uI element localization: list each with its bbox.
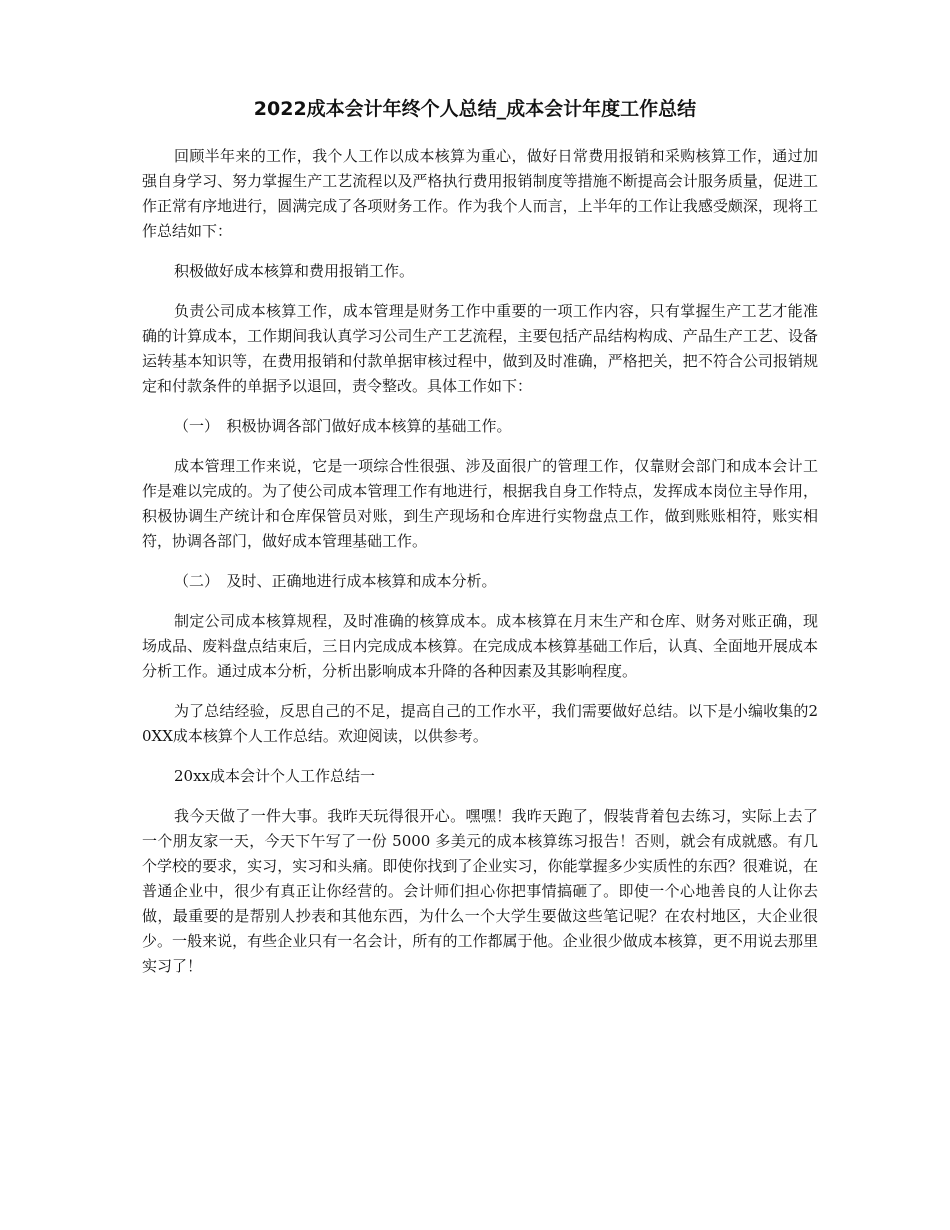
paragraph-intro: 回顾半年来的工作，我个人工作以成本核算为重心，做好日常费用报销和采购核算工作，通过加强自身学习、努力掌握生产工艺流程以及严格执行费用报销制度等措施不断提高会计服务质量，促进工作正常有序地进行，圆满完成了各项财务工作。作为我个人而言，上半年的工作让我感受颇深，现将工作总结如下： — [142, 147, 818, 240]
paragraph-responsibilities: 负责公司成本核算工作，成本管理是财务工作中重要的一项工作内容，只有掌握生产工艺才能准确的计算成本，工作期间我认真学习公司生产工艺流程，主要包括产品结构构成、产品生产工艺、设备运转基本知识等，在费用报销和付款单据审核过程中，做到及时准确，严格把关，把不符合公司报销规定和付款条件的单据予以退回，责令整改。具体工作如下： — [142, 302, 818, 395]
section-heading-cost-accounting: 积极做好成本核算和费用报销工作。 — [174, 262, 415, 280]
subsection-heading-1: （一） 积极协调各部门做好成本核算的基础工作。 — [174, 417, 512, 435]
summary-heading-one: 20xx成本会计个人工作总结一 — [174, 767, 376, 785]
paragraph-personal-story: 我今天做了一件大事。我昨天玩得很开心。嘿嘿！我昨天跑了，假装背着包去练习，实际上去了一个朋友家一天，今天下午写了一份 5000 多美元的成本核算练习报告！否则，就会有成就感。有几个学校的要求，实习，实习和头痛。即使你找到了企业实习，你能掌握多少实质性的东西？很难说，在普通企业中，很少有真正让你经营的。会计师们担心你把事情搞砸了。即使一个心地善良的人让你去做，最重要的是帮别人抄表和其他东西，为什么一个大学生要做这些笔记呢？在农村地区，大企业很少。一般来说，有些企业只有一名会计，所有的工作都属于他。企业很少做成本核算，更不用说去那里实习了！ — [142, 807, 818, 975]
document-title: 2022成本会计年终个人总结_成本会计年度工作总结 — [253, 98, 697, 120]
document-body — [142, 144, 818, 994]
paragraph-cost-analysis: 制定公司成本核算规程，及时准确的核算成本。成本核算在月末生产和仓库、财务对账正确，现场成品、废料盘点结束后，三日内完成成本核算。在完成成本核算基础工作后，认真、全面地开展成本分析工作。通过成本分析，分析出影响成本升降的各种因素及其影响程度。 — [142, 612, 818, 680]
paragraph-summary-intro: 为了总结经验，反思自己的不足，提高自己的工作水平，我们需要做好总结。以下是小编收集的20XX成本核算个人工作总结。欢迎阅读，以供参考。 — [142, 702, 818, 745]
paragraph-coordination: 成本管理工作来说，它是一项综合性很强、涉及面很广的管理工作，仅靠财会部门和成本会计工作是难以完成的。为了使公司成本管理工作有地进行，根据我自身工作特点，发挥成本岗位主导作用，积极协调生产统计和仓库保管员对账，到生产现场和仓库进行实物盘点工作，做到账账相符，账实相符，协调各部门，做好成本管理基础工作。 — [142, 457, 818, 550]
subsection-heading-2: （二） 及时、正确地进行成本核算和成本分析。 — [174, 572, 497, 590]
